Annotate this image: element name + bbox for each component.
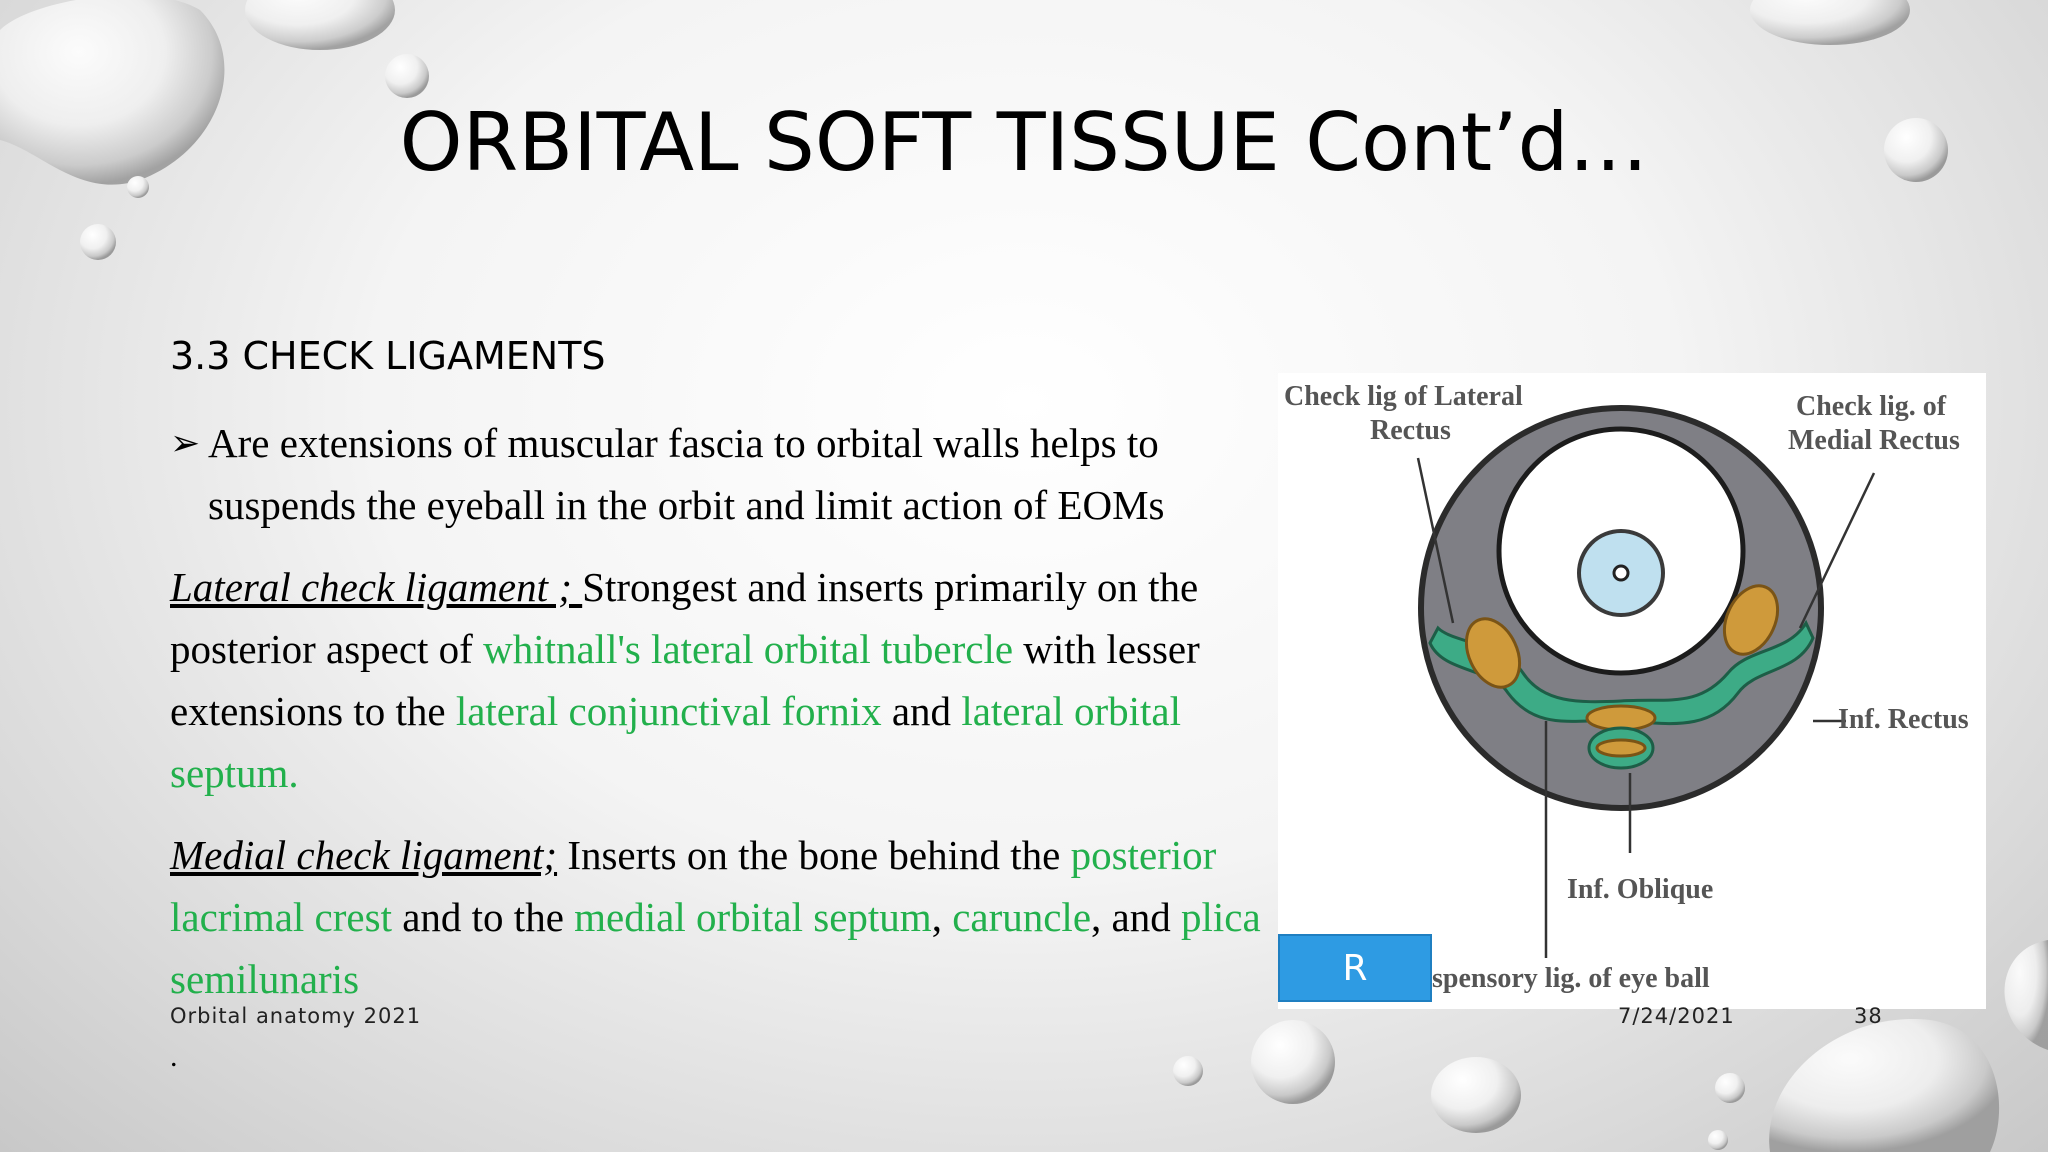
section-heading: 3.3 CHECK LIGAMENTS [170,334,606,378]
label-check-medial-line1: Check lig. of [1796,391,1947,422]
bullet-text: Are extensions of muscular fascia to orbital walls helps to suspends the eyeball in the orbit and limit action of EOMs [208,420,1165,528]
optic-nerve-center [1614,566,1628,580]
medial-text-2: and to the [391,894,575,940]
inferior-rectus-muscle [1587,706,1655,730]
medial-text-1: Inserts on the bone behind the [557,832,1071,878]
body-text [170,412,1270,1010]
arrow-bullet-icon: ➢ [170,423,201,463]
lateral-term-septum: lateral orbital septum. [170,688,1182,796]
medial-term-caruncle: caruncle [952,894,1092,940]
label-inf-oblique: Inf. Oblique [1567,874,1714,905]
bullet-point [170,412,1270,536]
medial-term-septum: medial orbital septum [574,894,932,940]
medial-term-lacrimal-crest: posterior lacrimal crest [170,832,1217,940]
medial-text-3: , [931,894,953,940]
inferior-oblique-muscle [1597,740,1645,756]
check-ligaments-figure [1278,373,1986,1009]
check-ligaments-diagram [1278,373,1986,1009]
medial-check-ligament-paragraph [170,824,1270,1010]
medial-label: Medial check ligament; [170,832,558,878]
label-suspensory-ligament: spensory lig. of eye ball [1432,963,1710,994]
footer-page-number: 38 [1854,1004,1883,1028]
label-inf-rectus: Inf. Rectus [1838,704,1969,735]
medial-text-4: , and [1091,894,1181,940]
footer-left: Orbital anatomy 2021 [170,1004,422,1028]
r-overlay-button[interactable]: R [1278,934,1432,1002]
slide-title-text: ORBITAL SOFT TISSUE Cont’d… [399,96,1649,189]
lateral-check-ligament-paragraph [170,556,1270,804]
lateral-term-fornix: lateral conjunctival fornix [455,688,882,734]
lateral-text-1: Strongest and inserts primarily on the posterior aspect of [170,564,1199,672]
label-check-lateral-line2: Rectus [1370,415,1451,446]
lateral-label: Lateral check ligament ; [170,564,583,610]
trailing-dot: . [170,1040,178,1073]
lateral-text-3: and [881,688,962,734]
lateral-term-whitnall: whitnall's lateral orbital tubercle [483,626,1014,672]
label-check-lateral-line1: Check lig of Lateral [1284,381,1523,412]
medial-term-plica: plica semilunaris [170,894,1261,1002]
lateral-text-2: with lesser extensions to the [170,626,1200,734]
footer-date: 7/24/2021 [1618,1004,1735,1028]
label-check-medial-line2: Medial Rectus [1788,425,1960,456]
slide-title [0,96,2048,189]
